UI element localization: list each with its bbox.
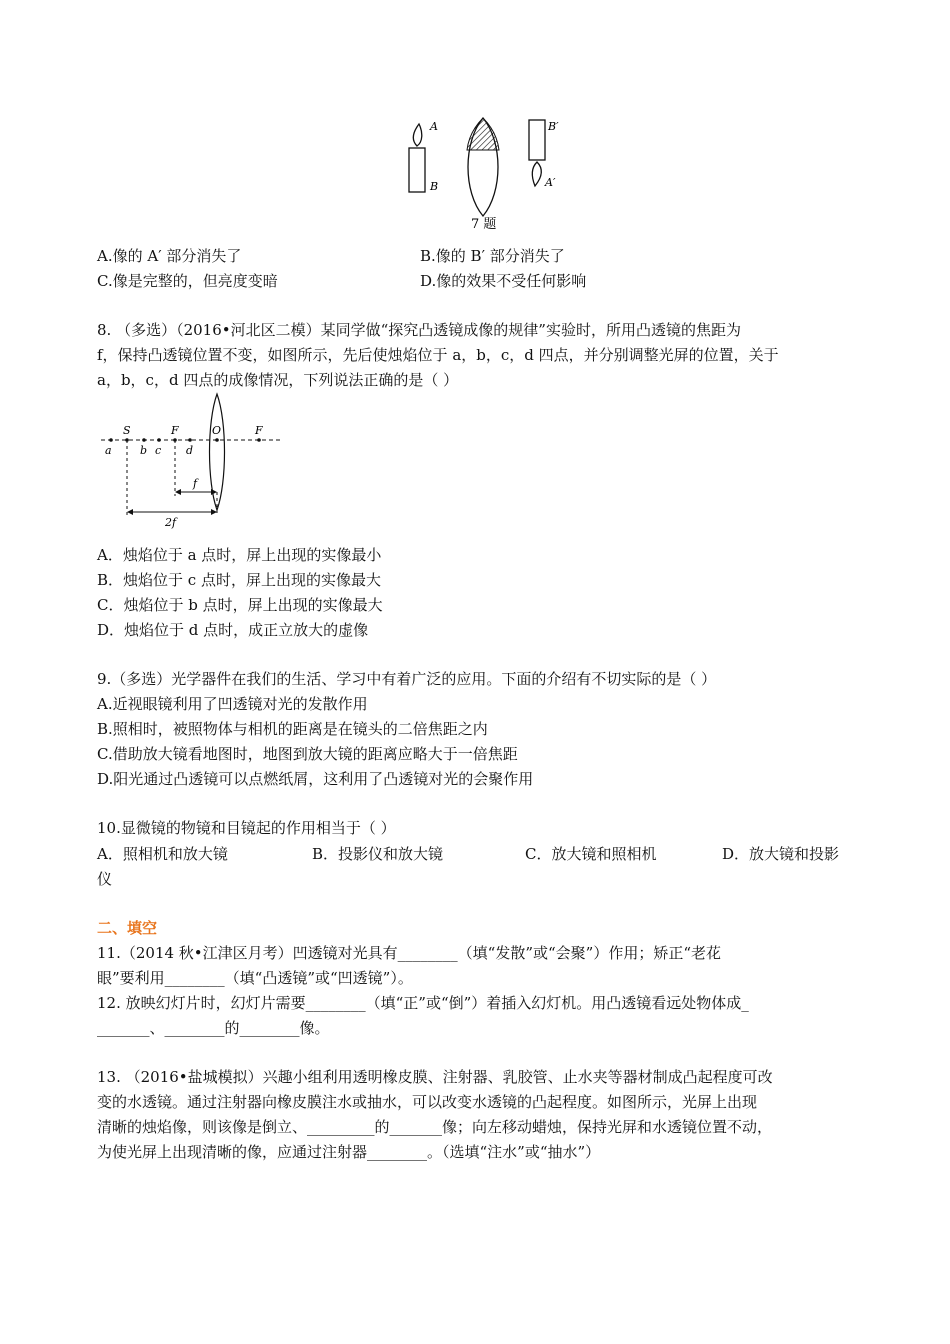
- label-f-left: F: [171, 424, 179, 437]
- candle-object: [409, 124, 425, 192]
- q10-stem: 10.显微镜的物镜和目镜起的作用相当于（ ）: [97, 819, 396, 837]
- q11-line1: 11.（2014 秋•江津区月考）凹透镜对光具有________（填“发散”或“会聚”）作用；矫正“老花: [97, 944, 721, 962]
- q12-line1: 12. 放映幻灯片时，幻灯片需要________（填“正”或“倒”）着插入幻灯机。用凸透镜看远处物体成_: [97, 994, 749, 1012]
- candle-image: [529, 120, 545, 186]
- label-f: f: [193, 477, 198, 490]
- q8-option-a: A．烛焰位于 a 点时，屏上出现的实像最小: [97, 546, 382, 564]
- q13-line1: 13. （2016•盐城模拟）兴趣小组利用透明橡皮膜、注射器、乳胶管、止水夹等器材制成凸起程度可改: [97, 1068, 773, 1086]
- label-s: S: [123, 424, 131, 437]
- q7-option-d: D.像的效果不受任何影响: [420, 272, 587, 290]
- q8-stem-line3: a，b，c，d 四点的成像情况，下列说法正确的是（ ）: [97, 371, 459, 389]
- q8-option-d: D．烛焰位于 d 点时，成正立放大的虚像: [97, 621, 369, 639]
- q10-option-d-cont: 仪: [97, 870, 113, 888]
- q8-stem-line2: f，保持凸透镜位置不变，如图所示，先后使烛焰位于 a，b，c，d 四点，并分别调整光屏的位置，关于: [97, 346, 779, 364]
- q13-line4: 为使光屏上出现清晰的像，应通过注射器________。（选填“注水”或“抽水”）: [97, 1143, 601, 1161]
- q13-line2: 变的水透镜。通过注射器向橡皮膜注水或抽水，可以改变水透镜的凸起程度。如图所示，光屏上出现: [97, 1093, 758, 1111]
- q8-stem-line1: 8. （多选）（2016•河北区二模）某同学做“探究凸透镜成像的规律”实验时，所用凸透镜的焦距为: [97, 321, 741, 339]
- label-o: O: [212, 424, 222, 437]
- dimension-arrows: [127, 489, 217, 515]
- figure-q8: [97, 392, 287, 530]
- q9-option-b: B.照相时，被照物体与相机的距离是在镜头的二倍焦距之内: [97, 720, 488, 738]
- q12-line2: _______、________的________像。: [97, 1019, 330, 1037]
- label-f-right: F: [255, 424, 263, 437]
- convex-lens: [467, 118, 499, 216]
- label-point-c: c: [155, 444, 162, 457]
- label-b-prime: B′: [548, 120, 559, 133]
- q13-line3: 清晰的烛焰像，则该像是倒立、_________的_______像；向左移动蜡烛，保持光屏和水透镜位置不动，: [97, 1118, 773, 1136]
- figure-caption: 7 题: [471, 217, 497, 232]
- figure-q7: [395, 112, 575, 234]
- label-point-a: a: [105, 444, 112, 457]
- q7-option-b: B.像的 B′ 部分消失了: [420, 247, 565, 265]
- label-point-d: d: [186, 444, 194, 457]
- q9-option-d: D.阳光通过凸透镜可以点燃纸屑，这利用了凸透镜对光的会聚作用: [97, 770, 534, 788]
- label-point-b: b: [140, 444, 148, 457]
- section-title: 二、填空: [97, 919, 158, 937]
- q10-option-c: C．放大镜和照相机: [525, 845, 657, 863]
- q9-option-c: C.借助放大镜看地图时，地图到放大镜的距离应略大于一倍焦距: [97, 745, 518, 763]
- q8-option-b: B．烛焰位于 c 点时，屏上出现的实像最大: [97, 571, 381, 589]
- label-a-prime: A′: [545, 176, 556, 189]
- q9-option-a: A.近视眼镜利用了凹透镜对光的发散作用: [97, 695, 368, 713]
- q10-option-d: D．放大镜和投影: [722, 845, 840, 863]
- label-b: B: [430, 180, 439, 193]
- q7-option-c: C.像是完整的，但亮度变暗: [97, 272, 278, 290]
- label-a: A: [430, 120, 438, 133]
- q11-line2: 眼”要利用________（填“凸透镜”或“凹透镜”）。: [97, 969, 413, 987]
- q7-option-a: A.像的 A′ 部分消失了: [97, 247, 242, 265]
- label-2f: 2f: [165, 516, 177, 529]
- q10-option-a: A．照相机和放大镜: [97, 845, 228, 863]
- q8-option-c: C．烛焰位于 b 点时，屏上出现的实像最大: [97, 596, 383, 614]
- q10-option-b: B．投影仪和放大镜: [312, 845, 444, 863]
- q9-stem: 9.（多选）光学器件在我们的生活、学习中有着广泛的应用。下面的介绍有不切实际的是（ ）: [97, 670, 717, 688]
